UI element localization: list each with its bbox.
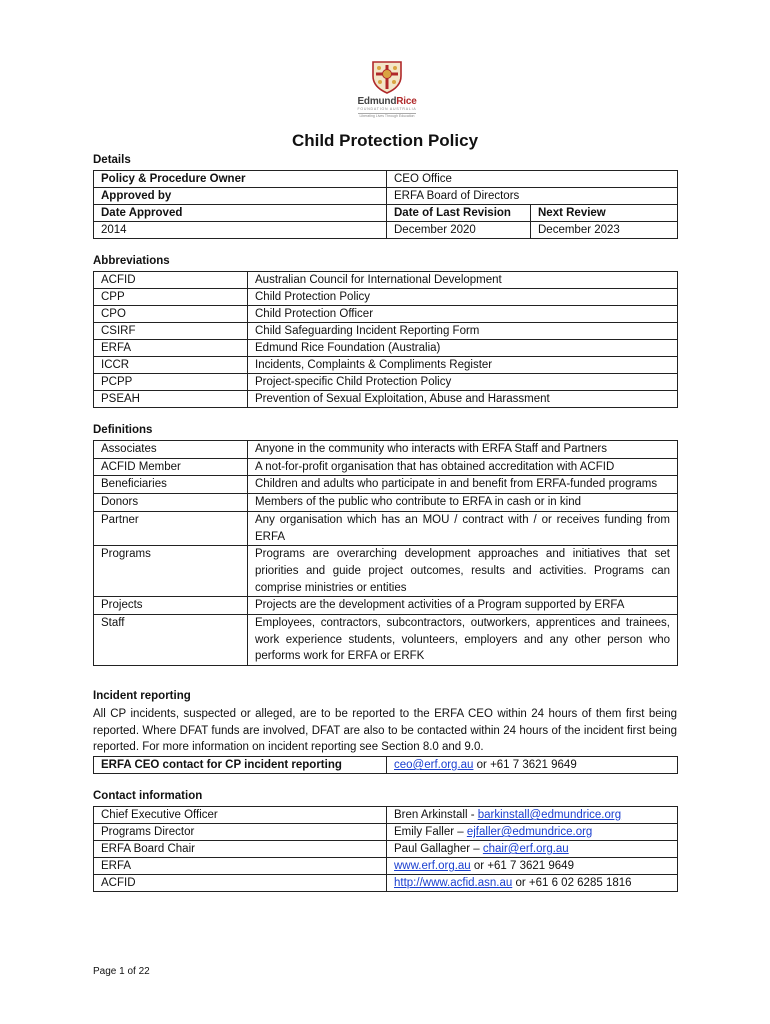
table-row — [94, 323, 678, 340]
incident-paragraph: All CP incidents, suspected or alleged, are to be reported to the ERFA CEO within 24 hours of them first being reported. Where DFAT funds are involved, DFAT are also to be contacted within 24 hours of the incident first being reported. For more information on incident reporting see Section 8.0 and 9.0. — [93, 708, 677, 754]
abbreviation-term: ERFA — [94, 340, 248, 357]
definition-term: ACFID Member — [94, 458, 248, 476]
definition-text: Members of the public who contribute to ERFA in cash or in kind — [248, 494, 678, 512]
page-title: Child Protection Policy — [291, 131, 479, 150]
definition-text: Projects are the development activities of a Program supported by ERFA — [248, 597, 678, 615]
contact-role: ERFA Board Chair — [94, 841, 387, 858]
abbreviation-term: ACFID — [94, 272, 248, 289]
incident-contact-value — [387, 757, 678, 774]
table-row — [94, 458, 678, 476]
contact-link[interactable]: ejfaller@edmundrice.org — [466, 826, 593, 838]
table-row — [94, 222, 678, 239]
table-row — [94, 391, 678, 408]
abbreviation-meaning: Australian Council for International Development — [248, 272, 678, 289]
contacts-table — [93, 806, 678, 892]
logo-name — [352, 96, 422, 107]
next-review-label: Next Review — [531, 205, 678, 222]
contact-role: Chief Executive Officer — [94, 807, 387, 824]
abbreviation-term: PCPP — [94, 374, 248, 391]
definition-term: Staff — [94, 615, 248, 666]
contact-details — [387, 824, 678, 841]
abbreviation-meaning: Child Protection Officer — [248, 306, 678, 323]
table-row — [94, 757, 678, 774]
table-row — [94, 188, 678, 205]
definition-text: Anyone in the community who interacts with ERFA Staff and Partners — [248, 441, 678, 459]
approved-by-value: ERFA Board of Directors — [387, 188, 678, 205]
table-row — [94, 824, 678, 841]
table-row — [94, 441, 678, 459]
abbreviations-table — [93, 271, 678, 408]
table-row — [94, 546, 678, 597]
definition-term: Associates — [94, 441, 248, 459]
contact-name: Bren Arkinstall - — [394, 809, 478, 821]
contact-suffix: or +61 7 3621 9649 — [470, 860, 574, 872]
table-row — [94, 340, 678, 357]
contact-link[interactable]: www.erf.org.au — [394, 860, 471, 872]
next-review-value: December 2023 — [531, 222, 678, 239]
abbreviation-term: CSIRF — [94, 323, 248, 340]
abbreviation-meaning: Edmund Rice Foundation (Australia) — [248, 340, 678, 357]
contact-details — [387, 807, 678, 824]
definitions-table — [93, 440, 678, 666]
definition-term: Projects — [94, 597, 248, 615]
ceo-email-link[interactable]: ceo@erf.org.au — [394, 759, 474, 771]
contact-details — [387, 875, 678, 892]
contact-link[interactable]: http://www.acfid.asn.au — [394, 877, 513, 889]
definition-term: Programs — [94, 546, 248, 597]
definition-text: Children and adults who participate in and benefit from ERFA-funded programs — [248, 476, 678, 494]
contact-name: Emily Faller – — [394, 826, 467, 838]
logo-subtitle: FOUNDATION AUSTRALIA — [357, 107, 417, 111]
table-row — [94, 841, 678, 858]
logo-tagline: Liberating Lives Through Education — [359, 114, 415, 118]
definition-text: A not-for-profit organisation that has obtained accreditation with ACFID — [248, 458, 678, 476]
logo-name-part1: Edmund — [357, 96, 397, 107]
last-revision-value: December 2020 — [387, 222, 531, 239]
contact-role: ACFID — [94, 875, 387, 892]
table-row — [94, 858, 678, 875]
abbreviation-meaning: Prevention of Sexual Exploitation, Abuse and Harassment — [248, 391, 678, 408]
table-row — [94, 807, 678, 824]
table-row — [94, 511, 678, 545]
edmund-rice-logo — [352, 60, 422, 119]
approved-by-label: Approved by — [94, 188, 387, 205]
incident-contact-table — [93, 756, 678, 774]
abbreviation-term: PSEAH — [94, 391, 248, 408]
logo-name-part2: Rice — [396, 96, 417, 107]
details-table — [93, 170, 678, 239]
last-revision-label: Date of Last Revision — [387, 205, 531, 222]
table-row — [94, 374, 678, 391]
table-row — [94, 597, 678, 615]
contact-link[interactable]: barkinstall@edmundrice.org — [477, 809, 622, 821]
definition-text: Any organisation which has an MOU / contract with / or receives funding from ERFA — [248, 511, 678, 545]
contact-name: Paul Gallagher – — [394, 843, 483, 855]
definition-text: Programs are overarching development approaches and initiatives that set priorities and guide project outcomes, results and activities. Programs can comprise ministries or entities — [248, 546, 678, 597]
contact-suffix: or +61 6 02 6285 1816 — [512, 877, 632, 889]
date-approved-value: 2014 — [94, 222, 387, 239]
ceo-phone: or +61 7 3621 9649 — [473, 759, 577, 771]
owner-value: CEO Office — [387, 171, 678, 188]
definition-term: Donors — [94, 494, 248, 512]
table-row — [94, 171, 678, 188]
definition-term: Partner — [94, 511, 248, 545]
owner-label: Policy & Procedure Owner — [94, 171, 387, 188]
abbreviations-heading: Abbreviations — [93, 255, 170, 267]
definitions-heading: Definitions — [93, 424, 153, 436]
contact-link[interactable]: chair@erf.org.au — [482, 843, 569, 855]
incident-contact-label: ERFA CEO contact for CP incident reporting — [94, 757, 387, 774]
crest-icon — [370, 60, 404, 94]
definition-text: Employees, contractors, subcontractors, outworkers, apprentices and trainees, work experience students, volunteers, employers and any other person who performs work for ERFA or ERFK — [248, 615, 678, 666]
abbreviation-term: CPP — [94, 289, 248, 306]
abbreviation-meaning: Child Protection Policy — [248, 289, 678, 306]
abbreviation-meaning: Project-specific Child Protection Policy — [248, 374, 678, 391]
details-heading: Details — [93, 154, 131, 166]
definition-term: Beneficiaries — [94, 476, 248, 494]
abbreviation-term: CPO — [94, 306, 248, 323]
contact-role: ERFA — [94, 858, 387, 875]
table-row — [94, 357, 678, 374]
table-row — [94, 615, 678, 666]
table-row — [94, 494, 678, 512]
table-row — [94, 205, 678, 222]
incident-heading: Incident reporting — [93, 690, 191, 702]
abbreviation-meaning: Incidents, Complaints & Compliments Register — [248, 357, 678, 374]
contact-details — [387, 841, 678, 858]
contact-details — [387, 858, 678, 875]
page-number: Page 1 of 22 — [93, 966, 150, 977]
table-row — [94, 306, 678, 323]
table-row — [94, 289, 678, 306]
table-row — [94, 875, 678, 892]
date-approved-label: Date Approved — [94, 205, 387, 222]
abbreviation-term: ICCR — [94, 357, 248, 374]
contact-role: Programs Director — [94, 824, 387, 841]
contacts-heading: Contact information — [93, 790, 203, 802]
table-row — [94, 476, 678, 494]
abbreviation-meaning: Child Safeguarding Incident Reporting Form — [248, 323, 678, 340]
table-row — [94, 272, 678, 289]
